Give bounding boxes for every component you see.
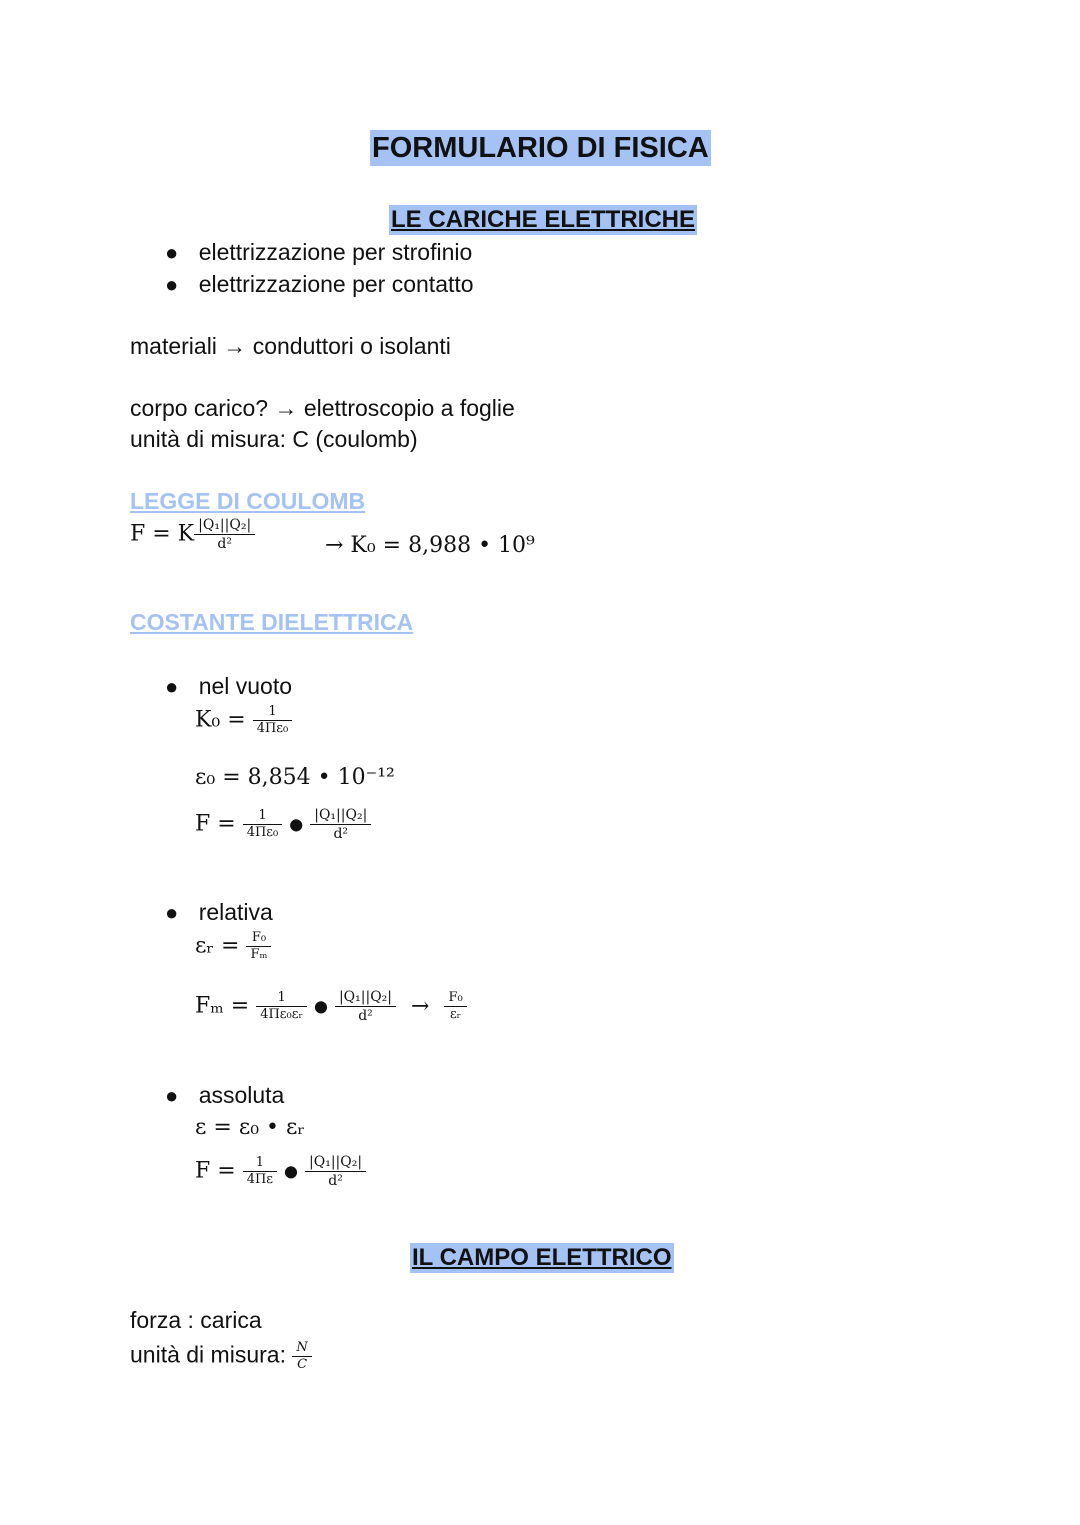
list-item — [165, 672, 292, 701]
formula-lhs: F = — [195, 1158, 236, 1184]
fraction-denominator: 4Πε₀ — [246, 825, 279, 840]
absolute-force-formula — [195, 1153, 366, 1190]
coulomb-formula — [130, 516, 255, 553]
coulomb-constant: → K₀ = 8,988 • 10⁹ — [325, 533, 535, 558]
fraction-denominator: d² — [328, 1173, 343, 1189]
unit-label: unità di misura: — [130, 1341, 286, 1368]
field-unit-line — [130, 1340, 312, 1373]
dielectric-heading: COSTANTE DIELETTRICA — [130, 609, 414, 635]
fraction-denominator: d² — [217, 536, 232, 552]
fraction-denominator: Fₘ — [250, 947, 268, 962]
fraction-denominator: d² — [333, 826, 349, 842]
epsr-formula — [195, 930, 271, 963]
fraction-numerator: F₀ — [444, 990, 466, 1007]
bullet-icon: ● — [165, 900, 179, 925]
list-item — [165, 898, 273, 927]
formula-lhs: εᵣ = — [195, 933, 240, 959]
dot-operator: ● — [289, 814, 304, 834]
materials-line: materiali → conduttori o isolanti — [130, 333, 451, 359]
fraction — [243, 808, 283, 841]
fraction-numerator: 1 — [256, 990, 307, 1007]
eps0-value: ε₀ = 8,854 • 10⁻¹² — [195, 765, 395, 790]
formula-lhs: K₀ = — [195, 707, 246, 733]
bullet-icon: ● — [165, 240, 179, 265]
list-item-label: elettrizzazione per contatto — [198, 271, 474, 297]
fraction — [246, 930, 271, 963]
fraction-numerator: F₀ — [246, 930, 271, 947]
fraction-numerator: 1 — [253, 704, 293, 721]
coulomb-heading: LEGGE DI COULOMB — [130, 488, 366, 514]
arrow-icon: → — [411, 993, 430, 1019]
section-heading-cariche: LE CARICHE ELETTRICHE — [391, 206, 696, 233]
bullet-icon: ● — [165, 272, 179, 297]
list-item-label: assoluta — [198, 1082, 285, 1108]
list-item — [165, 1081, 284, 1110]
fraction-numerator: 1 — [243, 1155, 277, 1172]
fraction-numerator: |Q₁||Q₂| — [305, 1153, 366, 1172]
formula-lhs: F = K — [130, 521, 195, 547]
fraction — [444, 990, 466, 1023]
bullet-icon: ● — [165, 1083, 179, 1108]
fraction-denominator: 4Πε — [246, 1172, 274, 1187]
page-title: FORMULARIO DI FISICA — [372, 132, 709, 164]
relative-force-formula — [195, 988, 467, 1025]
fraction-denominator: d² — [358, 1008, 373, 1024]
unit-line: unità di misura: C (coulomb) — [130, 426, 418, 452]
fraction — [243, 1155, 277, 1188]
fraction — [292, 1340, 311, 1373]
fraction-denominator: εᵣ — [449, 1007, 462, 1022]
list-item-label: elettrizzazione per strofinio — [198, 239, 473, 265]
fraction — [256, 990, 307, 1023]
fraction-numerator: |Q₁||Q₂| — [335, 988, 396, 1007]
ratio-line: forza : carica — [130, 1307, 262, 1333]
section-heading-campo: IL CAMPO ELETTRICO — [412, 1244, 672, 1271]
fraction-denominator: 4Πε₀ — [256, 721, 289, 736]
absolute-eps-formula: ε = ε₀ • εᵣ — [195, 1115, 306, 1140]
fraction-numerator: 1 — [243, 808, 283, 825]
fraction-numerator: |Q₁||Q₂| — [194, 516, 255, 535]
fraction — [194, 516, 255, 553]
fraction — [335, 988, 396, 1025]
dot-operator: ● — [314, 996, 328, 1016]
list-item-label: relativa — [198, 899, 273, 925]
fraction-numerator: |Q₁||Q₂| — [310, 806, 371, 825]
fraction — [253, 704, 293, 737]
fraction-denominator: C — [297, 1357, 308, 1372]
bullet-icon: ● — [165, 674, 179, 699]
fraction-numerator: N — [292, 1340, 311, 1357]
formula-lhs: Fₘ = — [195, 993, 250, 1019]
dot-operator: ● — [284, 1161, 299, 1181]
k0-formula — [195, 704, 292, 737]
formula-lhs: F = — [195, 811, 236, 837]
fraction — [310, 806, 371, 843]
fraction-denominator: 4Πε₀εᵣ — [260, 1007, 303, 1022]
vacuum-force-formula — [195, 806, 371, 843]
fraction — [305, 1153, 366, 1190]
charged-body-line: corpo carico? → elettroscopio a foglie — [130, 395, 515, 421]
list-item-label: nel vuoto — [198, 673, 293, 699]
list-item — [165, 238, 472, 267]
list-item — [165, 270, 474, 299]
